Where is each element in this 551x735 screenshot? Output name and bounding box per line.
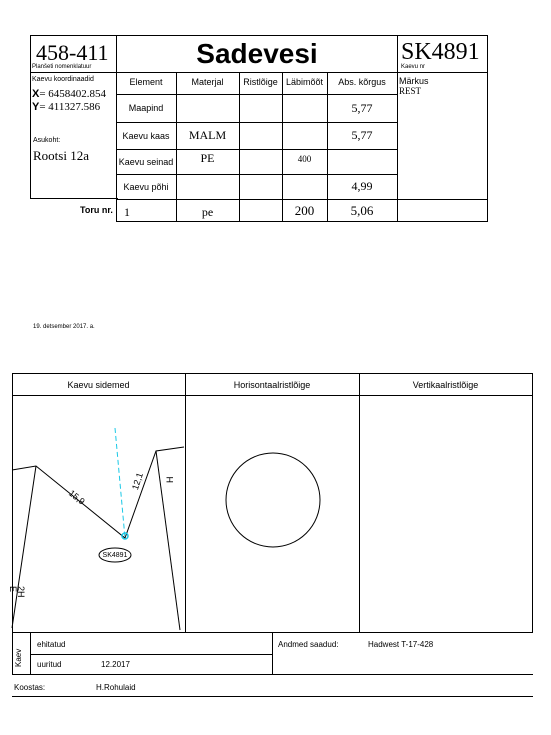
pipe-height: 5,06: [350, 202, 374, 218]
author-label: Koostas:: [14, 683, 46, 692]
footer-bottom-line: [12, 674, 533, 675]
pipe-label: Toru nr.: [80, 205, 113, 215]
page-title: Sadevesi: [196, 37, 318, 69]
source-value: Hadwest T-17-428: [368, 640, 434, 649]
nomenclature-code: 458-411: [36, 40, 109, 65]
table-cell-material: PE: [200, 150, 215, 165]
panel-title-connections: Kaevu sidemed: [67, 379, 130, 390]
edge-label-h: H: [165, 476, 175, 483]
remark-value: REST: [399, 86, 422, 96]
pipe-line: [115, 428, 125, 538]
horizontal-section-drawing: [186, 396, 359, 632]
parcel-boundary: [12, 447, 184, 538]
column-header: Abs. kõrgus: [338, 77, 386, 87]
well-id-label: Kaevu nr: [401, 64, 426, 70]
table-cell-height: 4,99: [351, 179, 373, 193]
x-value: = 6458402.854: [39, 88, 107, 100]
table-cell-element: Kaevu kaas: [122, 130, 170, 141]
nomenclature-label: Planšeti nomenklatuur: [32, 64, 92, 70]
table-cell-element: Kaevu seinad: [118, 156, 174, 167]
x-label: X: [32, 88, 40, 100]
pipe-material: pe: [201, 204, 214, 219]
pipe-number: 1: [124, 205, 130, 219]
panel-title-vertical: Vertikaalristlõige: [412, 379, 479, 390]
pipe-diameter: 200: [294, 202, 315, 218]
footer-side-divider: [30, 632, 31, 674]
footer-row-divider: [30, 654, 272, 655]
surveyed-value: 12.2017: [101, 660, 130, 669]
well-id: SK4891: [401, 39, 480, 65]
table-cell-element: Maapind: [128, 103, 164, 113]
parcel-boundary-west: [12, 466, 36, 628]
column-header: Läbimõõt: [285, 77, 324, 87]
surveyed-label: uuritud: [37, 660, 62, 669]
boundary-lines: [12, 447, 184, 630]
table-cell-material: MALM: [188, 128, 227, 142]
footer-left: [12, 632, 13, 674]
table-cell-height: 5,77: [351, 100, 373, 115]
location-value: Rootsi 12a: [33, 148, 89, 163]
footer-author-line: [12, 696, 533, 697]
column-header: Element: [129, 77, 163, 87]
side-label: Kaev: [14, 648, 23, 667]
table-cell-diameter: 400: [297, 154, 312, 164]
remark-label: Märkus: [399, 76, 429, 86]
edge-label-2h: 2H: [16, 586, 26, 598]
coords-label: Kaevu koordinaadid: [32, 76, 94, 83]
length-label-2: 12,1: [130, 471, 145, 492]
author-value: H.Rohulaid: [96, 683, 136, 692]
length-label-1: 15,9: [66, 488, 87, 507]
well-circle: [226, 453, 320, 547]
panel-title-horizontal: Horisontaalristlõige: [233, 379, 311, 390]
footer-mid-divider: [272, 632, 273, 674]
source-label: Andmed saadud:: [278, 640, 339, 649]
y-label: Y: [32, 101, 40, 113]
table-cell-height: 5,77: [351, 128, 373, 142]
column-header: Materjal: [191, 77, 224, 87]
y-value: = 411327.586: [39, 101, 101, 113]
built-label: ehitatud: [37, 640, 66, 649]
document-date: 19. detsember 2017. a.: [33, 324, 95, 330]
column-header: Ristlõige: [243, 77, 278, 87]
table-cell-element: Kaevu põhi: [123, 181, 169, 192]
well-label: SK4891: [102, 551, 128, 559]
edge-label-e: E: [8, 586, 18, 593]
location-label: Asukoht:: [33, 137, 61, 144]
